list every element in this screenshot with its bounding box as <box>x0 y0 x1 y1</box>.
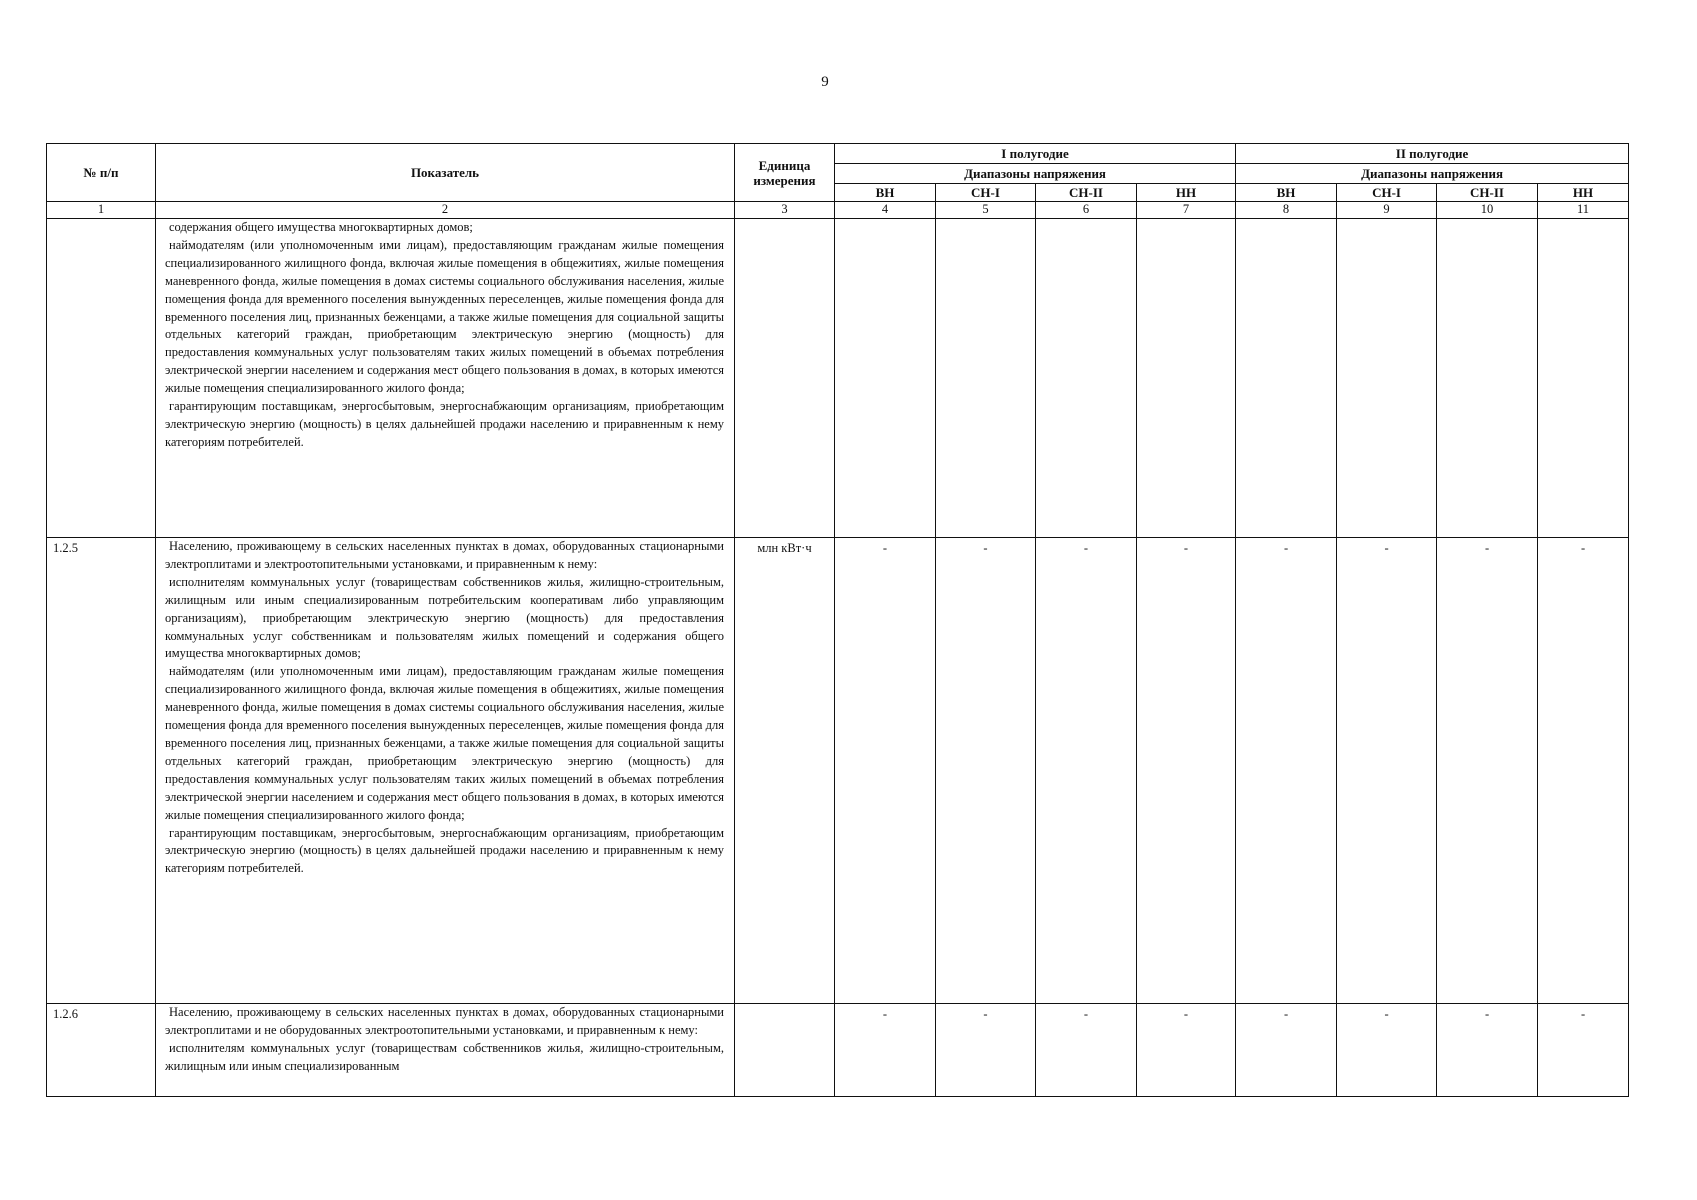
row-value: - <box>1337 538 1437 1004</box>
row-indicator <box>156 1004 735 1097</box>
row-value: - <box>1437 1004 1538 1097</box>
column-number: 4 <box>835 202 936 219</box>
indicator-paragraph: исполнителям коммунальных услуг (товариществам собственников жилья, жилищно-строительным, жилищным или иным специализированным <box>165 1040 724 1073</box>
column-number: 8 <box>1236 202 1337 219</box>
row-value <box>1137 219 1236 538</box>
header-half-1: I полугодие <box>835 144 1236 164</box>
header-range: СН-I <box>936 184 1036 202</box>
row-value: - <box>1036 1004 1137 1097</box>
row-value: - <box>835 538 936 1004</box>
row-value <box>1437 219 1538 538</box>
row-value: - <box>1137 538 1236 1004</box>
row-id <box>47 219 156 538</box>
table-row <box>47 219 1629 538</box>
row-value: - <box>1036 538 1137 1004</box>
column-number: 3 <box>735 202 835 219</box>
column-number: 10 <box>1437 202 1538 219</box>
row-value <box>835 219 936 538</box>
column-number: 7 <box>1137 202 1236 219</box>
indicator-paragraph: Населению, проживающему в сельских населенных пунктах в домах, оборудованных стационарными электроплитами и электроотопительными установками, и приравненным к нему: <box>165 539 724 571</box>
header-half-2: II полугодие <box>1236 144 1629 164</box>
table-row <box>47 538 1629 1004</box>
column-number: 11 <box>1538 202 1629 219</box>
row-value: - <box>936 538 1036 1004</box>
header-range: СН-II <box>1036 184 1137 202</box>
row-value: - <box>1337 1004 1437 1097</box>
column-number: 5 <box>936 202 1036 219</box>
header-range: СН-I <box>1337 184 1437 202</box>
indicator-paragraph: содержания общего имущества многоквартирных домов; <box>169 220 473 234</box>
row-value: - <box>1538 538 1629 1004</box>
indicator-paragraph: Населению, проживающему в сельских населенных пунктах в домах, оборудованных стационарными электроплитами и не оборудованных электроотопительными установками, и приравненным к нему: <box>165 1005 724 1037</box>
page-number: 9 <box>821 74 829 90</box>
header-range: ВН <box>835 184 936 202</box>
tariff-volume-table <box>46 143 1629 1097</box>
row-indicator <box>156 219 735 538</box>
column-number: 9 <box>1337 202 1437 219</box>
indicator-paragraph: гарантирующим поставщикам, энергосбытовым, энергоснабжающим организациям, приобретающим электрическую энергию (мощность) в целях дальнейшей продажи населению и приравненным к нему категориям потребителей. <box>165 825 724 876</box>
row-id: 1.2.6 <box>47 1004 156 1097</box>
row-value <box>936 219 1036 538</box>
row-id: 1.2.5 <box>47 538 156 1004</box>
row-value <box>1538 219 1629 538</box>
row-unit <box>735 1004 835 1097</box>
header-range: НН <box>1137 184 1236 202</box>
row-indicator <box>156 538 735 1004</box>
header-voltage-ranges-2: Диапазоны напряжения <box>1236 164 1629 184</box>
row-value: - <box>1137 1004 1236 1097</box>
row-value: - <box>1236 538 1337 1004</box>
indicator-paragraph: наймодателям (или уполномоченным ими лицам), предоставляющим гражданам жилые помещения специализированного жилищного фонда, включая жилые помещения в общежитиях, жилые помещения маневренного фонда, жилые помещения в домах системы социального обслуживания населения, жилые помещения фонда для временного поселения вынужденных переселенцев, жилые помещения фонда для временного поселения лиц, признанных беженцами, а также жилые помещения для социальной защиты отдельных категорий граждан, приобретающим электрическую энергию (мощность) для предоставления коммунальных услуг пользователям таких жилых помещений в объемах потребления электрической энергии населением и содержания мест общего пользования в домах, в которых имеются жилые помещения специализированного жилого фонда; <box>165 237 724 396</box>
row-value: - <box>1538 1004 1629 1097</box>
row-value <box>1036 219 1137 538</box>
indicator-paragraph: гарантирующим поставщикам, энергосбытовым, энергоснабжающим организациям, приобретающим электрическую энергию (мощность) в целях дальнейшей продажи населению и приравненным к нему категориям потребителей. <box>165 399 724 449</box>
row-value <box>1337 219 1437 538</box>
row-value: - <box>1437 538 1538 1004</box>
header-indicator: Показатель <box>156 144 735 202</box>
header-id: № п/п <box>47 144 156 202</box>
row-value: - <box>936 1004 1036 1097</box>
row-unit: млн кВт·ч <box>735 538 835 1004</box>
column-number: 1 <box>47 202 156 219</box>
header-voltage-ranges-1: Диапазоны напряжения <box>835 164 1236 184</box>
column-number-row <box>47 202 1629 219</box>
header-range: ВН <box>1236 184 1337 202</box>
column-number: 2 <box>156 202 735 219</box>
indicator-paragraph: исполнителям коммунальных услуг (товариществам собственников жилья, жилищно-строительным, жилищным или иным специализированным потребительским кооперативам либо управляющим организациям), приобретающим электрическую энергию (мощность) для предоставления коммунальных услуг собственникам и пользователям жилых помещений и содержания общего имущества многоквартирных домов; <box>165 574 724 661</box>
column-number: 6 <box>1036 202 1137 219</box>
header-range: СН-II <box>1437 184 1538 202</box>
row-value: - <box>835 1004 936 1097</box>
row-unit <box>735 219 835 538</box>
table-row <box>47 1004 1629 1097</box>
row-value <box>1236 219 1337 538</box>
header-range: НН <box>1538 184 1629 202</box>
row-value: - <box>1236 1004 1337 1097</box>
header-unit: Единица измерения <box>735 144 835 202</box>
indicator-paragraph: наймодателям (или уполномоченным ими лицам), предоставляющим гражданам жилые помещения специализированного жилищного фонда, включая жилые помещения в общежитиях, жилые помещения маневренного фонда, жилые помещения в домах системы социального обслуживания населения, жилые помещения фонда для временного поселения вынужденных переселенцев, жилые помещения фонда для временного поселения лиц, признанных беженцами, а также жилые помещения для социальной защиты отдельных категорий граждан, приобретающим электрическую энергию (мощность) для предоставления коммунальных услуг пользователям таких жилых помещений в объемах потребления электрической энергии населением и содержания мест общего пользования в домах, в которых имеются жилые помещения специализированного жилого фонда; <box>165 664 724 822</box>
